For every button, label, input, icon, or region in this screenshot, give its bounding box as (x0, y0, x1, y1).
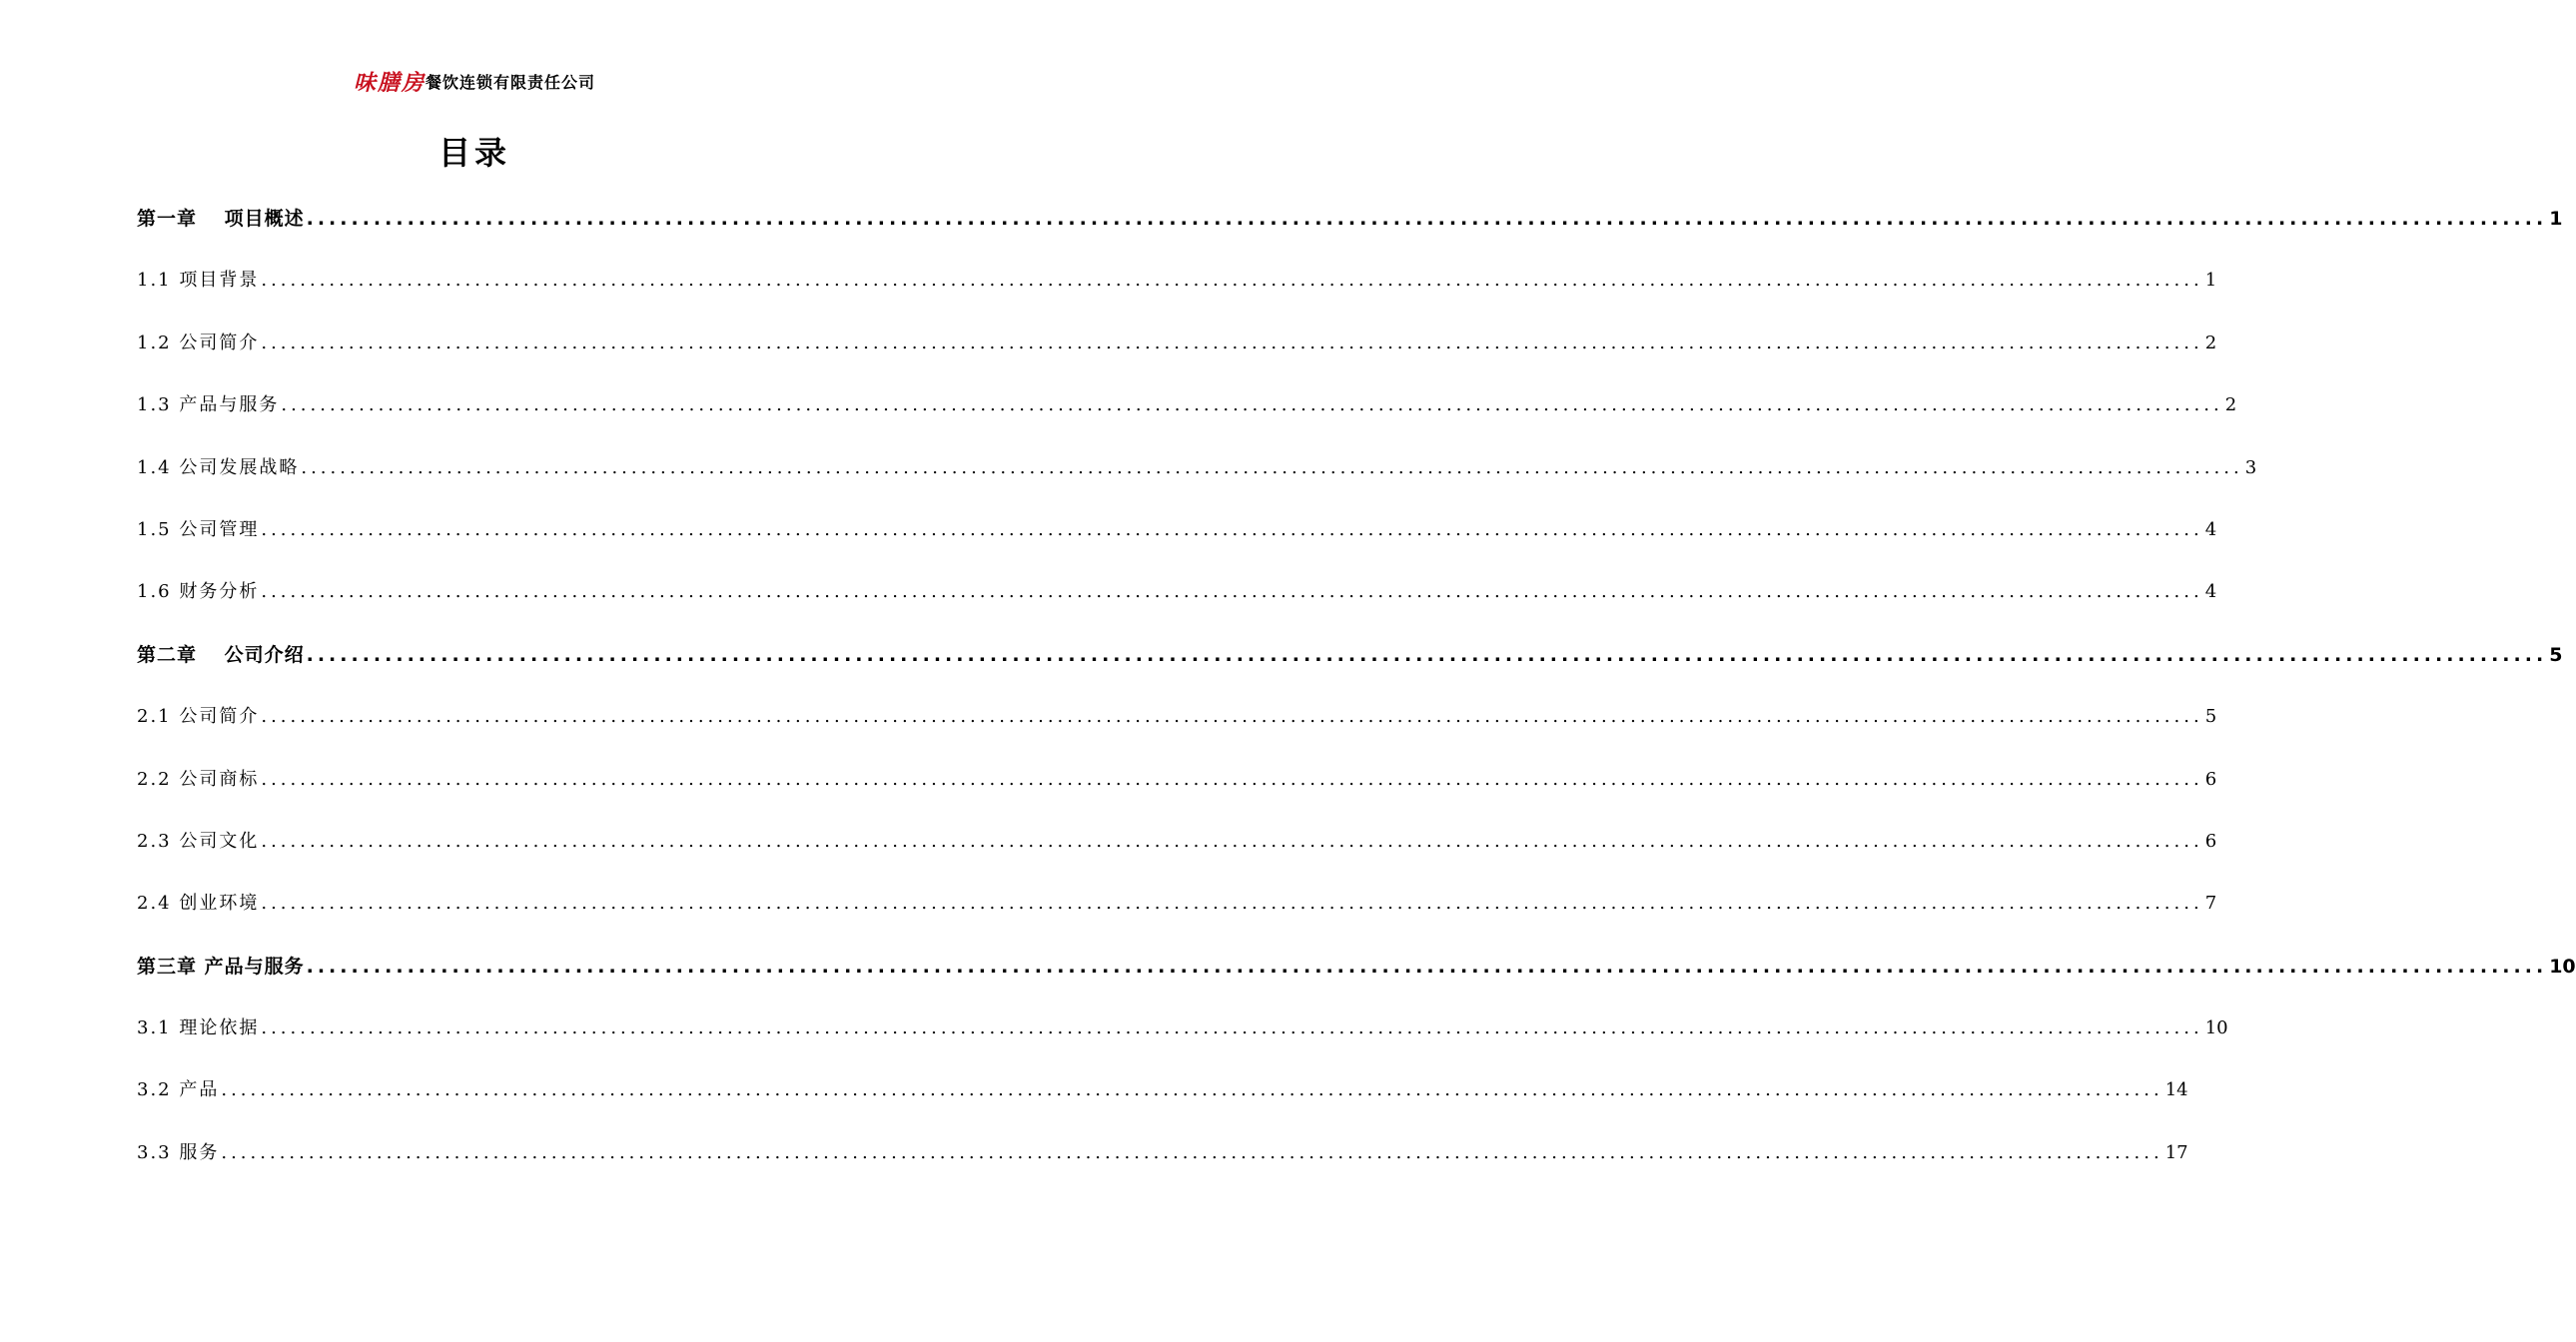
toc-section-entry[interactable] (137, 1122, 2188, 1184)
toc-entry-label: 1.1 项目背景 (137, 270, 260, 292)
toc-section-entry[interactable] (137, 686, 2217, 748)
dot-leader: ........................................................................................................................................................................................................ (261, 332, 2203, 353)
toc-entry-page-number: 3 (2244, 456, 2257, 478)
toc-entry-label: 3.2 产品 (137, 1079, 220, 1101)
toc-entry-label: 3.3 服务 (137, 1141, 220, 1163)
toc-entry-label: 第一章 项目概述 (137, 208, 305, 230)
toc-entry-page-number: 14 (2164, 1079, 2188, 1101)
toc-entry-label: 1.5 公司管理 (137, 518, 260, 540)
toc-entry-page-number: 5 (2549, 643, 2563, 666)
toc-section-entry[interactable] (137, 313, 2217, 374)
dot-leader: ........................................................................................................................................................................................................ (261, 581, 2203, 603)
toc-entry-page-number: 4 (2204, 581, 2217, 603)
toc-entry-label: 1.4 公司发展战略 (137, 456, 300, 478)
toc-section-entry[interactable] (137, 873, 2217, 935)
dot-leader: ........................................................................................................................................................................................................ (281, 394, 2223, 416)
toc-section-entry[interactable] (137, 374, 2237, 436)
toc-entry-label: 2.2 公司商标 (137, 768, 260, 790)
dot-leader: ........................................................................................................................................................................................................ (306, 208, 2548, 230)
toc-section-entry[interactable] (137, 749, 2217, 811)
toc-section-entry[interactable] (137, 437, 2257, 499)
toc-entry-label: 1.6 财务分析 (137, 581, 260, 603)
dot-leader: ........................................................................................................................................................................................................ (221, 1079, 2163, 1101)
toc-entry-page-number: 6 (2204, 768, 2217, 790)
dot-leader: ........................................................................................................................................................................................................ (306, 643, 2548, 666)
dot-leader: ........................................................................................................................................................................................................ (306, 955, 2548, 978)
toc-entry-label: 第二章 公司介绍 (137, 643, 305, 666)
toc-entry-label: 2.4 创业环境 (137, 893, 260, 915)
toc-entry-page-number: 7 (2204, 893, 2217, 915)
dot-leader: ........................................................................................................................................................................................................ (261, 1017, 2203, 1039)
toc-entry-label: 1.2 公司简介 (137, 332, 260, 353)
toc-section-entry[interactable] (137, 250, 2217, 312)
toc-entry-page-number: 4 (2204, 518, 2217, 540)
toc-entry-page-number: 2 (2204, 332, 2217, 353)
toc-section-entry[interactable] (137, 561, 2217, 623)
toc-entry-page-number: 5 (2204, 706, 2217, 728)
toc-entry-page-number: 17 (2164, 1141, 2188, 1163)
toc-section-entry[interactable] (137, 998, 2228, 1059)
page-header (0, 66, 949, 97)
toc-entry-label: 1.3 产品与服务 (137, 394, 280, 416)
dot-leader: ........................................................................................................................................................................................................ (261, 768, 2203, 790)
toc-entry-label: 2.1 公司简介 (137, 706, 260, 728)
toc-entry-page-number: 2 (2224, 394, 2237, 416)
toc-entry-page-number: 1 (2204, 270, 2217, 292)
toc-entry-page-number: 1 (2549, 208, 2563, 230)
dot-leader: ........................................................................................................................................................................................................ (261, 518, 2203, 540)
table-of-contents (137, 188, 2576, 1184)
toc-chapter-entry[interactable] (137, 188, 2563, 250)
dot-leader: ........................................................................................................................................................................................................ (261, 893, 2203, 915)
toc-section-entry[interactable] (137, 811, 2217, 873)
toc-entry-label: 3.1 理论依据 (137, 1017, 260, 1039)
toc-entry-label: 第三章 产品与服务 (137, 955, 305, 978)
dot-leader: ........................................................................................................................................................................................................ (261, 830, 2203, 852)
toc-entry-page-number: 10 (2204, 1017, 2228, 1039)
dot-leader: ........................................................................................................................................................................................................ (261, 706, 2203, 728)
company-logo: 味膳房 (353, 70, 426, 96)
toc-chapter-entry[interactable] (137, 936, 2576, 998)
toc-title: 目录 (437, 134, 510, 172)
toc-entry-page-number: 6 (2204, 830, 2217, 852)
toc-section-entry[interactable] (137, 1059, 2188, 1121)
toc-entry-page-number: 10 (2549, 955, 2576, 978)
dot-leader: ........................................................................................................................................................................................................ (301, 456, 2243, 478)
company-name: 餐饮连锁有限责任公司 (426, 73, 596, 92)
dot-leader: ........................................................................................................................................................................................................ (261, 270, 2203, 292)
toc-section-entry[interactable] (137, 499, 2217, 561)
dot-leader: ........................................................................................................................................................................................................ (221, 1141, 2163, 1163)
toc-chapter-entry[interactable] (137, 624, 2563, 686)
toc-entry-label: 2.3 公司文化 (137, 830, 260, 852)
